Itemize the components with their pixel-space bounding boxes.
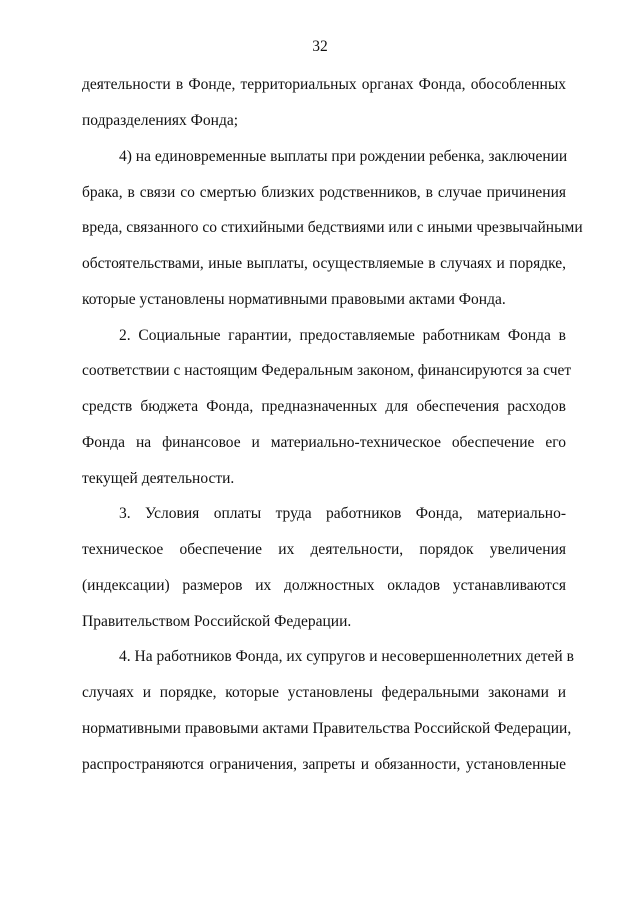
text-line: 3. Условия оплаты труда работников Фонда, материально-: [119, 505, 566, 522]
text-line: обстоятельствами, иные выплаты, осуществляемые в случаях и порядке,: [82, 255, 566, 272]
text-line: случаях и порядке, которые установлены федеральными законами и: [82, 684, 566, 701]
page-number: 32: [312, 38, 328, 55]
text-line: 4) на единовременные выплаты при рождении ребенка, заключении: [119, 148, 568, 165]
text-line: средств бюджета Фонда, предназначенных для обеспечения расходов: [82, 398, 566, 415]
text-line: (индексации) размеров их должностных окладов устанавливаются: [82, 577, 566, 594]
text-line: Правительством Российской Федерации.: [82, 613, 352, 630]
text-line: нормативными правовыми актами Правительства Российской Федерации,: [82, 720, 572, 737]
text-line: 2. Социальные гарантии, предоставляемые работникам Фонда в: [119, 327, 566, 344]
text-line: вреда, связанного со стихийными бедствиями или с иными чрезвычайными: [82, 219, 583, 236]
text-line: деятельности в Фонде, территориальных органах Фонда, обособленных: [82, 76, 566, 93]
text-line: которые установлены нормативными правовыми актами Фонда.: [82, 291, 506, 308]
text-line: текущей деятельности.: [82, 470, 235, 487]
text-line: распространяются ограничения, запреты и обязанности, установленные: [82, 756, 566, 773]
text-line: Фонда на финансовое и материально-техническое обеспечение его: [82, 434, 566, 451]
text-line: техническое обеспечение их деятельности, порядок увеличения: [82, 541, 566, 558]
text-line: соответствии с настоящим Федеральным законом, финансируются за счет: [82, 362, 572, 379]
text-line: подразделениях Фонда;: [82, 112, 239, 129]
text-line: брака, в связи со смертью близких родственников, в случае причинения: [82, 184, 566, 201]
text-line: 4. На работников Фонда, их супругов и несовершеннолетних детей в: [119, 648, 574, 665]
